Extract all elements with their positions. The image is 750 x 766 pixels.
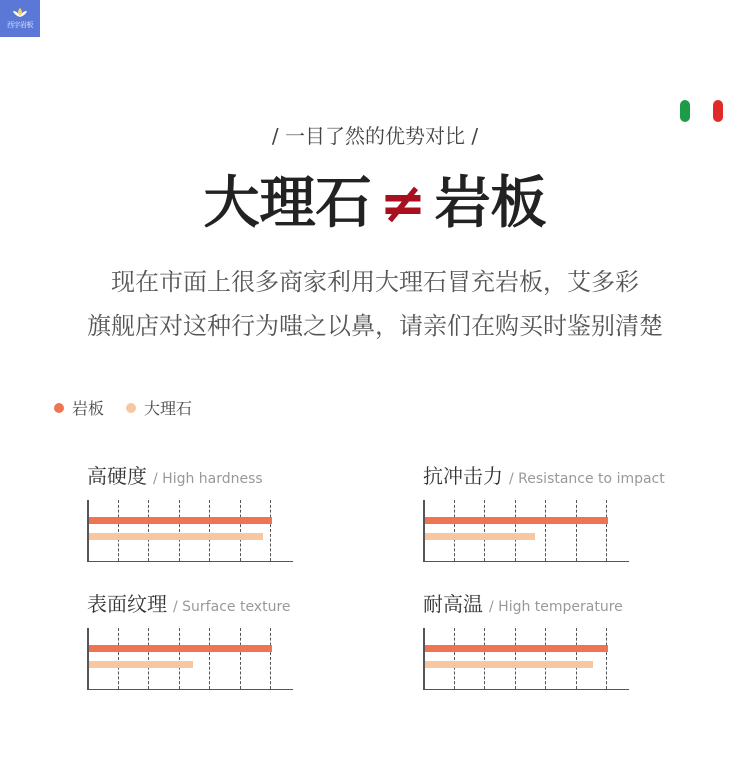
bar-slab bbox=[425, 645, 608, 652]
gridline bbox=[606, 628, 607, 689]
not-equal-icon: ≠ bbox=[379, 171, 427, 236]
bar-slab bbox=[89, 645, 272, 652]
gridline bbox=[179, 500, 180, 561]
gridline bbox=[209, 628, 210, 689]
chart-title-row bbox=[87, 460, 263, 489]
gridline bbox=[240, 500, 241, 561]
page-headline bbox=[0, 168, 750, 240]
legend-item-marble bbox=[126, 396, 192, 419]
chart-plot bbox=[423, 628, 629, 690]
bar-marble bbox=[89, 533, 263, 540]
chart-subtitle: / Surface texture bbox=[173, 599, 291, 615]
gridline bbox=[118, 628, 119, 689]
gridline bbox=[454, 500, 455, 561]
chart-title: 耐高温 bbox=[423, 592, 483, 616]
chart-subtitle: / Resistance to impact bbox=[509, 471, 665, 487]
brand-logo[interactable] bbox=[0, 0, 40, 37]
bar-slab bbox=[425, 517, 608, 524]
chart-title: 高硬度 bbox=[87, 464, 147, 488]
gridline bbox=[576, 628, 577, 689]
gridline bbox=[148, 628, 149, 689]
chart-title-row bbox=[423, 588, 623, 617]
italy-flag-red bbox=[713, 100, 723, 122]
gridline bbox=[484, 628, 485, 689]
legend-dot-marble bbox=[126, 403, 136, 413]
gridline bbox=[270, 500, 271, 561]
chart-title: 表面纹理 bbox=[87, 592, 167, 616]
y-axis bbox=[423, 628, 425, 690]
gridline bbox=[454, 628, 455, 689]
x-axis bbox=[87, 689, 293, 690]
gridline bbox=[209, 500, 210, 561]
bar-marble bbox=[425, 661, 593, 668]
chart-title-row bbox=[423, 460, 665, 489]
y-axis bbox=[423, 500, 425, 562]
description-line-2: 旗舰店对这种行为嗤之以鼻，请亲们在购买时鉴别清楚 bbox=[87, 312, 663, 340]
chart-subtitle: / High hardness bbox=[153, 471, 263, 487]
chart-subtitle: / High temperature bbox=[489, 599, 623, 615]
x-axis bbox=[423, 689, 629, 690]
legend-label-slab: 岩板 bbox=[72, 399, 105, 418]
italy-flag-green bbox=[680, 100, 690, 122]
gridline bbox=[148, 500, 149, 561]
gridline bbox=[545, 628, 546, 689]
chart-plot bbox=[87, 628, 293, 690]
chart-plot bbox=[87, 500, 293, 562]
legend-label-marble: 大理石 bbox=[144, 399, 193, 418]
chart-legend bbox=[54, 396, 214, 419]
lotus-logo-icon bbox=[13, 8, 27, 18]
gridline bbox=[240, 628, 241, 689]
chart-title-row bbox=[87, 588, 291, 617]
description-line-1: 现在市面上很多商家利用大理石冒充岩板，艾多彩 bbox=[111, 268, 639, 296]
gridline bbox=[179, 628, 180, 689]
bar-marble bbox=[425, 533, 535, 540]
chart-plot bbox=[423, 500, 629, 562]
gridline bbox=[484, 500, 485, 561]
legend-item-slab bbox=[54, 396, 104, 419]
y-axis bbox=[87, 628, 89, 690]
brand-logo-text: 西宇岩板 bbox=[7, 20, 33, 29]
y-axis bbox=[87, 500, 89, 562]
chart-title: 抗冲击力 bbox=[423, 464, 503, 488]
gridline bbox=[515, 500, 516, 561]
gridline bbox=[576, 500, 577, 561]
gridline bbox=[515, 628, 516, 689]
x-axis bbox=[87, 561, 293, 562]
page-subtitle: / 一目了然的优势对比 / bbox=[271, 124, 479, 148]
gridline bbox=[270, 628, 271, 689]
gridline bbox=[606, 500, 607, 561]
gridline bbox=[545, 500, 546, 561]
bar-marble bbox=[89, 661, 193, 668]
legend-dot-slab bbox=[54, 403, 64, 413]
x-axis bbox=[423, 561, 629, 562]
gridline bbox=[118, 500, 119, 561]
bar-slab bbox=[89, 517, 272, 524]
headline-slab: 岩板 bbox=[434, 171, 547, 236]
headline-marble: 大理石 bbox=[203, 171, 372, 236]
